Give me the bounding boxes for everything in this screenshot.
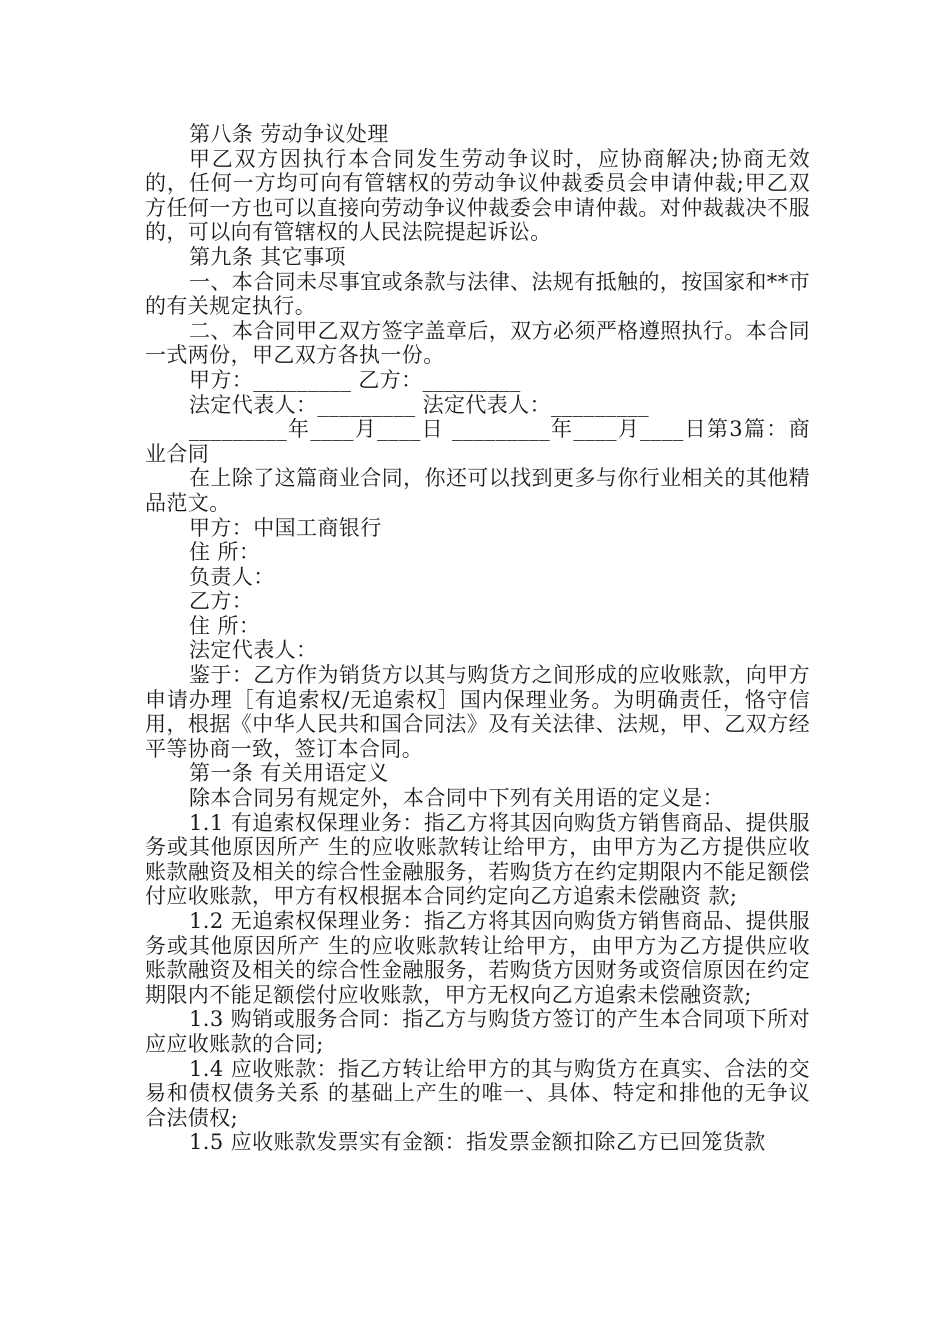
intro-text: 在上除了这篇商业合同，你还可以找到更多与你行业相关的其他精品范文。 <box>145 466 810 515</box>
definition-1-3: 1.3 购销或服务合同：指乙方与购货方签订的产生本合同项下所对应应收账款的合同; <box>145 1007 810 1056</box>
definition-1-2: 1.2 无追索权保理业务：指乙方将其因向购货方销售商品、提供服务或其他原因所产 生的应收账款转让给甲方，由甲方为乙方提供应收账款融资及相关的综合性金融服务，若购货方因财务或资信原因在约定期限内不能足额偿付应收账款，甲方无权向乙方追索未偿融资款; <box>145 909 810 1007</box>
party-b-name: 乙方： <box>189 589 254 614</box>
whereas-clause: 鉴于：乙方作为销货方以其与购货方之间形成的应收账款，向甲方申请办理［有追索权/无追索权］国内保理业务。为明确责任，恪守信用，根据《中华人民共和国合同法》及有关法律、法规，甲、乙双方经平等协商一致，签订本合同。 <box>145 663 810 761</box>
signature-date-line: _________年____月____日 _________年____月____日第3篇：商业合同 <box>145 417 810 466</box>
article-8-text: 甲乙双方因执行本合同发生劳动争议时，应协商解决;协商无效的，任何一方均可向有管辖权的劳动争议仲裁委员会申请仲裁;甲乙双方任何一方也可以直接向劳动争议仲裁委会申请仲裁。对仲裁裁决不服的，可以向有管辖权的人民法院提起诉讼。 <box>145 146 810 245</box>
party-a-responsible-person: 负责人： <box>189 564 275 589</box>
signature-parties-line: 甲方：_________ 乙方：_________ <box>189 367 521 392</box>
article-9-item-2: 二、本合同甲乙双方签字盖章后，双方必须严格遵照执行。本合同一式两份，甲乙双方各执一份。 <box>145 318 810 368</box>
definition-1-1: 1.1 有追索权保理业务：指乙方将其因向购货方销售商品、提供服务或其他原因所产 生的应收账款转让给甲方，由甲方为乙方提供应收账款融资及相关的综合性金融服务，若购货方在约定期限内不能足额偿付应收账款，甲方有权根据本合同约定向乙方追索未偿融资 款; <box>145 810 810 909</box>
party-a-address: 住 所： <box>189 540 261 565</box>
article-9-heading: 第九条 其它事项 <box>189 244 346 269</box>
signature-representatives-line: 法定代表人：_________ 法定代表人：_________ <box>189 392 650 417</box>
article-8-heading: 第八条 劳动争议处理 <box>189 122 389 146</box>
party-b-address: 住 所： <box>189 613 261 638</box>
article-1-intro: 除本合同另有规定外，本合同中下列有关用语的定义是： <box>189 786 724 811</box>
definition-1-4: 1.4 应收账款：指乙方转让给甲方的其与购货方在真实、合法的交易和债权债务关系 的基础上产生的唯一、具体、特定和排他的无争议合法债权; <box>145 1056 810 1130</box>
document-body <box>145 122 810 1155</box>
party-b-representative: 法定代表人： <box>189 638 318 663</box>
article-1-heading: 第一条 有关用语定义 <box>189 761 389 786</box>
definition-1-5: 1.5 应收账款发票实有金额：指发票金额扣除乙方已回笼货款 <box>189 1130 766 1155</box>
article-9-item-1: 一、本合同未尽事宜或条款与法律、法规有抵触的，按国家和**市的有关规定执行。 <box>145 269 810 319</box>
party-a-name: 甲方：中国工商银行 <box>189 515 382 540</box>
